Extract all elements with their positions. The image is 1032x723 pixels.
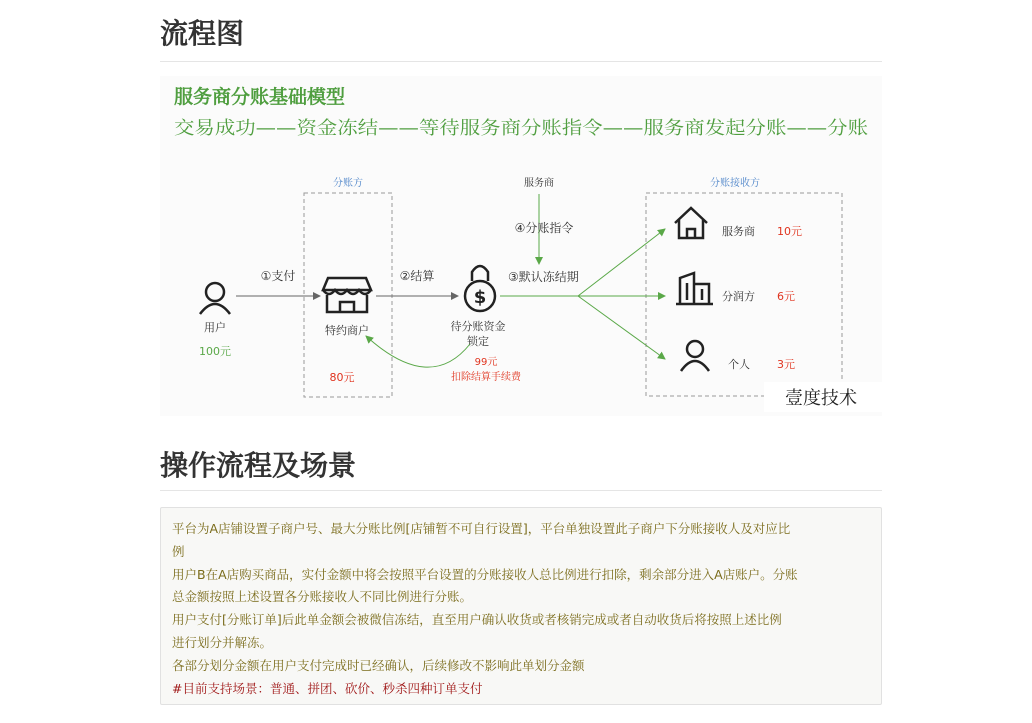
code-line: 各部分划分金额在用户支付完成时已经确认，后续修改不影响此单划分金额 <box>172 657 585 673</box>
user-amount: 100元 <box>199 345 231 358</box>
receiver-amount-2: 6元 <box>777 290 795 303</box>
step2-label: ②结算 <box>399 269 435 283</box>
code-line: 总金额按照上述设置各分账接收人不同比例进行分账。 <box>172 589 473 605</box>
receiver-box-label: 分账接收方 <box>710 178 760 189</box>
step1-label: ①支付 <box>260 269 296 283</box>
merchant-amount: 80元 <box>329 371 355 384</box>
section-heading-flow: 流程图 <box>160 20 882 62</box>
receiver-amount-1: 10元 <box>777 225 802 238</box>
fee-label: 扣除结算手续费 <box>451 372 521 383</box>
house-icon <box>675 208 707 238</box>
code-line: 用户支付[分账订单]后此单金额会被微信冻结，直至用户确认收货或者核销完成或者自动收货后将按照上述比例 <box>172 612 782 628</box>
building-icon <box>676 273 713 304</box>
section-heading-ops: 操作流程及场景 <box>160 452 882 491</box>
receiver-label-1: 服务商 <box>722 225 755 238</box>
diagram-title: 服务商分账基础模型 <box>174 86 346 108</box>
receiver-label-3: 个人 <box>728 358 750 371</box>
user-label: 用户 <box>204 321 226 334</box>
lock-label-line2: 锁定 <box>467 335 489 348</box>
code-line: 例 <box>172 543 185 559</box>
code-line: 用户B在A店购买商品，实付金额中将会按照平台设置的分账接收人总比例进行扣除，剩余部分进入A店账户。分账 <box>172 566 798 582</box>
code-line: 平台为A店铺设置子商户号、最大分账比例[店铺暂不可自行设置]，平台单独设置此子商户下分账接收人及对应比 <box>172 521 791 536</box>
fee-return-curve <box>366 336 470 367</box>
lock-label-line1: 待分账资金 <box>450 320 506 333</box>
fee-amount: 99元 <box>474 357 498 368</box>
receiver-label-2: 分润方 <box>722 290 755 303</box>
code-line: 进行划分并解冻。 <box>172 634 273 650</box>
payer-dashed-box <box>304 193 392 397</box>
service-provider-top-label: 服务商 <box>524 178 554 189</box>
payer-box-label: 分账方 <box>333 178 363 189</box>
store-icon <box>323 278 371 312</box>
person-icon <box>681 341 709 371</box>
code-block <box>160 507 882 705</box>
step4-label: ④分账指令 <box>514 221 574 235</box>
watermark-text: 壹度技术 <box>785 388 857 409</box>
diagram-subtitle: 交易成功——资金冻结——等待服务商分账指令——服务商发起分账——分账 <box>174 118 868 139</box>
receiver-amount-3: 3元 <box>777 358 795 371</box>
step3-label: ③默认冻结期 <box>508 270 579 284</box>
flow-diagram-image <box>160 76 882 416</box>
user-icon <box>200 283 230 314</box>
merchant-label: 特约商户 <box>325 324 369 337</box>
code-comment-line: #目前支持场景：普通、拼团、砍价、秒杀四种订单支付 <box>172 680 483 696</box>
dollar-sign: $ <box>473 287 487 308</box>
split-arrows <box>500 229 665 359</box>
